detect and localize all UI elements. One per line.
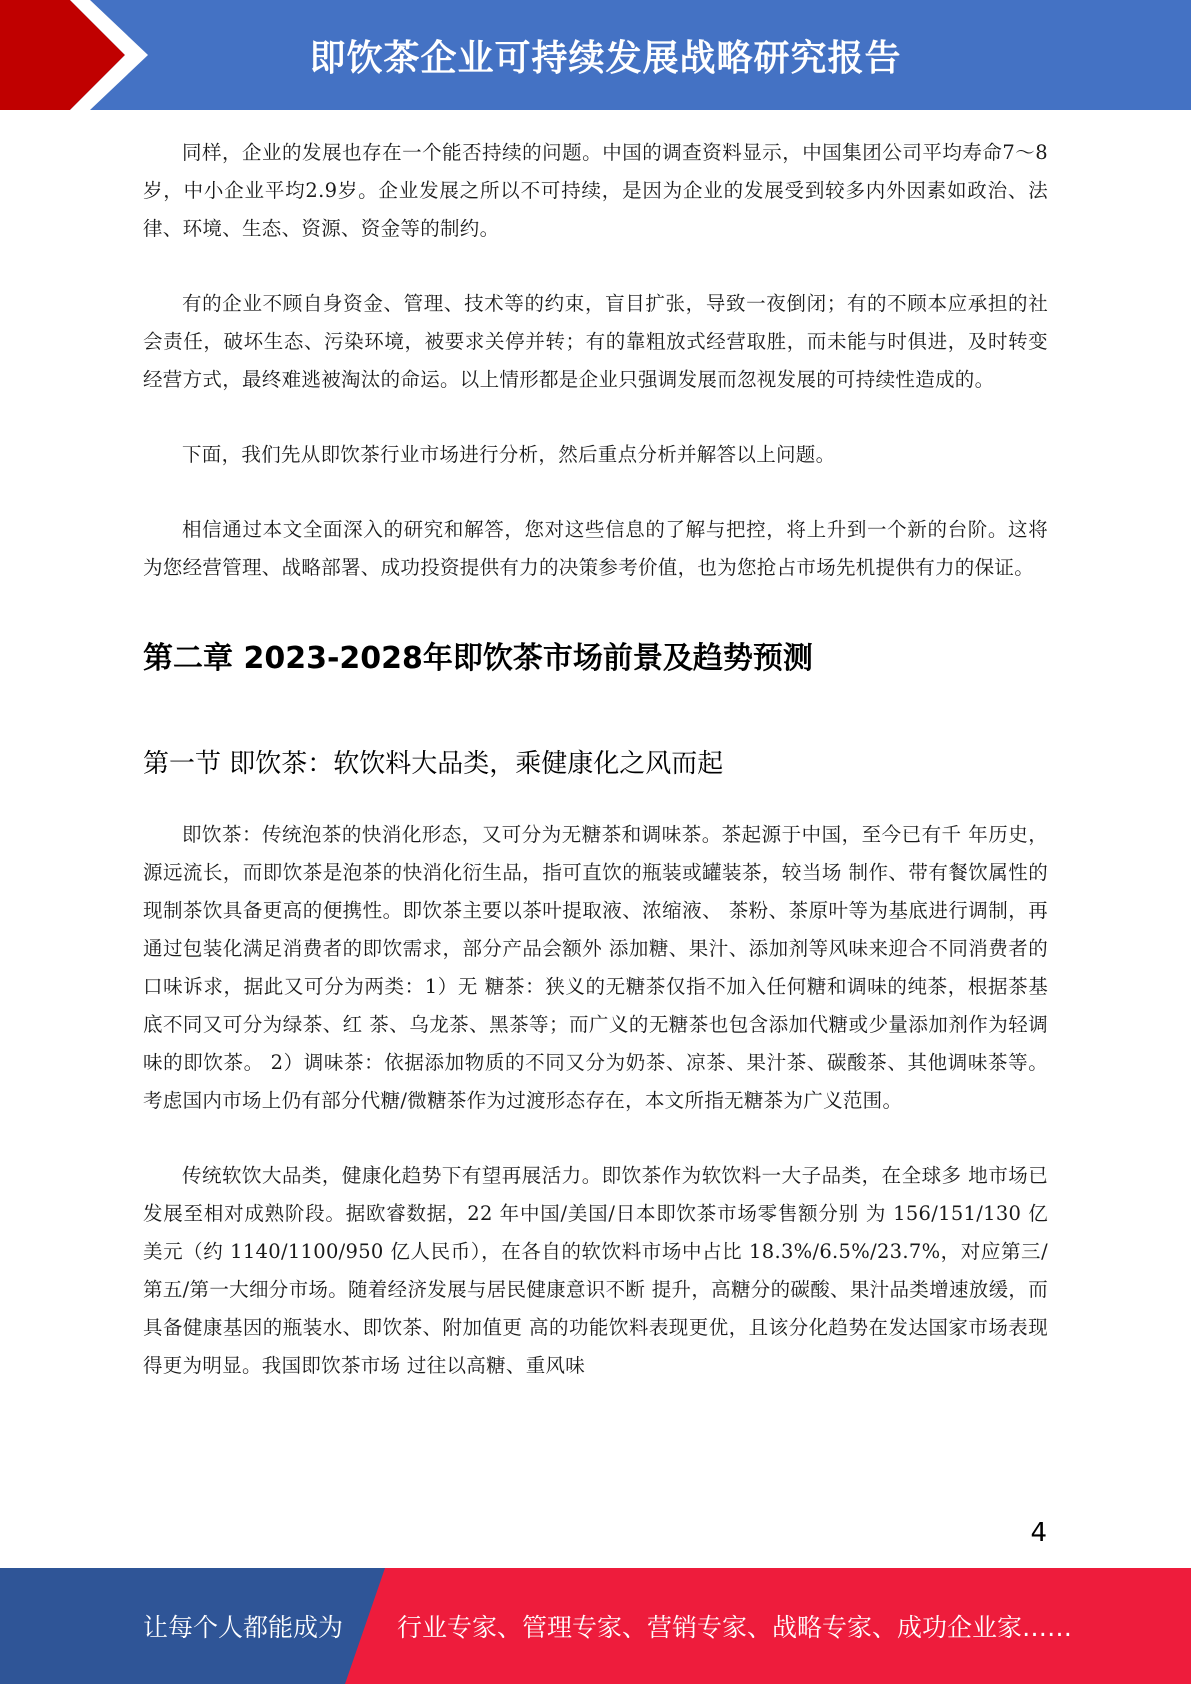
- body-paragraph: 即饮茶：传统泡茶的快消化形态，又可分为无糖茶和调味茶。茶起源于中国，至今已有千 年历史，源远流长，而即饮茶是泡茶的快消化衍生品，指可直饮的瓶装或罐装茶，较当场 制作、带有餐饮属性的现制茶饮具备更高的便携性。即饮茶主要以茶叶提取液、浓缩液、 茶粉、茶原叶等为基底进行调制，再通过包装化满足消费者的即饮需求，部分产品会额外 添加糖、果汁、添加剂等风味来迎合不同消费者的口味诉求，据此又可分为两类：1）无 糖茶：狭义的无糖茶仅指不加入任何糖和调味的纯茶，根据茶基底不同又可分为绿茶、红 茶、乌龙茶、黑茶等；而广义的无糖茶也包含添加代糖或少量添加剂作为轻调味的即饮茶。 2）调味茶：依据添加物质的不同又分为奶茶、凉茶、果汁茶、碳酸茶、其他调味茶等。 考虑国内市场上仍有部分代糖/微糖茶作为过渡形态存在，本文所指无糖茶为广义范围。: [143, 823, 1048, 1112]
- body-paragraph: 同样，企业的发展也存在一个能否持续的问题。中国的调查资料显示，中国集团公司平均寿命7～8岁，中小企业平均2.9岁。企业发展之所以不可持续，是因为企业的发展受到较多内外因素如政治、法律、环境、生态、资源、资金等的制约。: [143, 141, 1048, 240]
- section-heading: 第一节 即饮茶：软饮料大品类，乘健康化之风而起: [143, 749, 724, 779]
- page-number: 4: [1030, 1518, 1047, 1548]
- footer-slogan-left: 让每个人都能成为: [143, 1613, 344, 1642]
- body-paragraph: 有的企业不顾自身资金、管理、技术等的约束，盲目扩张，导致一夜倒闭；有的不顾本应承担的社会责任，破坏生态、污染环境，被要求关停并转；有的靠粗放式经营取胜，而未能与时俱进，及时转变经营方式，最终难逃被淘汰的命运。以上情形都是企业只强调发展而忽视发展的可持续性造成的。: [143, 292, 1048, 391]
- body-paragraph: 下面，我们先从即饮茶行业市场进行分析，然后重点分析并解答以上问题。: [182, 443, 836, 466]
- chapter-heading: 第二章 2023-2028年即饮茶市场前景及趋势预测: [143, 641, 813, 676]
- footer-slogan-right: 行业专家、管理专家、营销专家、战略专家、成功企业家……: [397, 1613, 1073, 1642]
- header-title: 即饮茶企业可持续发展战略研究报告: [309, 37, 902, 79]
- page-footer: [0, 1568, 1191, 1684]
- body-paragraph: 传统软饮大品类，健康化趋势下有望再展活力。即饮茶作为软饮料一大子品类，在全球多 地市场已发展至相对成熟阶段。据欧睿数据，22 年中国/美国/日本即饮茶市场零售额分别 为 156/151/130 亿美元（约 1140/1100/950 亿人民币），在各自的软饮料市场中占比 18.3%/6.5%/23.7%，对应第三/第五/第一大细分市场。随着经济发展与居民健康意识不断 提升，高糖分的碳酸、果汁品类增速放缓，而具备健康基因的瓶装水、即饮茶、附加值更 高的功能饮料表现更优，且该分化趋势在发达国家市场表现得更为明显。我国即饮茶市场 过往以高糖、重风味: [143, 1164, 1048, 1377]
- body-paragraph: 相信通过本文全面深入的研究和解答，您对这些信息的了解与把控，将上升到一个新的台阶。这将为您经营管理、战略部署、成功投资提供有力的决策参考价值，也为您抢占市场先机提供有力的保证。: [143, 518, 1048, 579]
- document-body: [143, 134, 1048, 1385]
- page-header: [0, 0, 1191, 110]
